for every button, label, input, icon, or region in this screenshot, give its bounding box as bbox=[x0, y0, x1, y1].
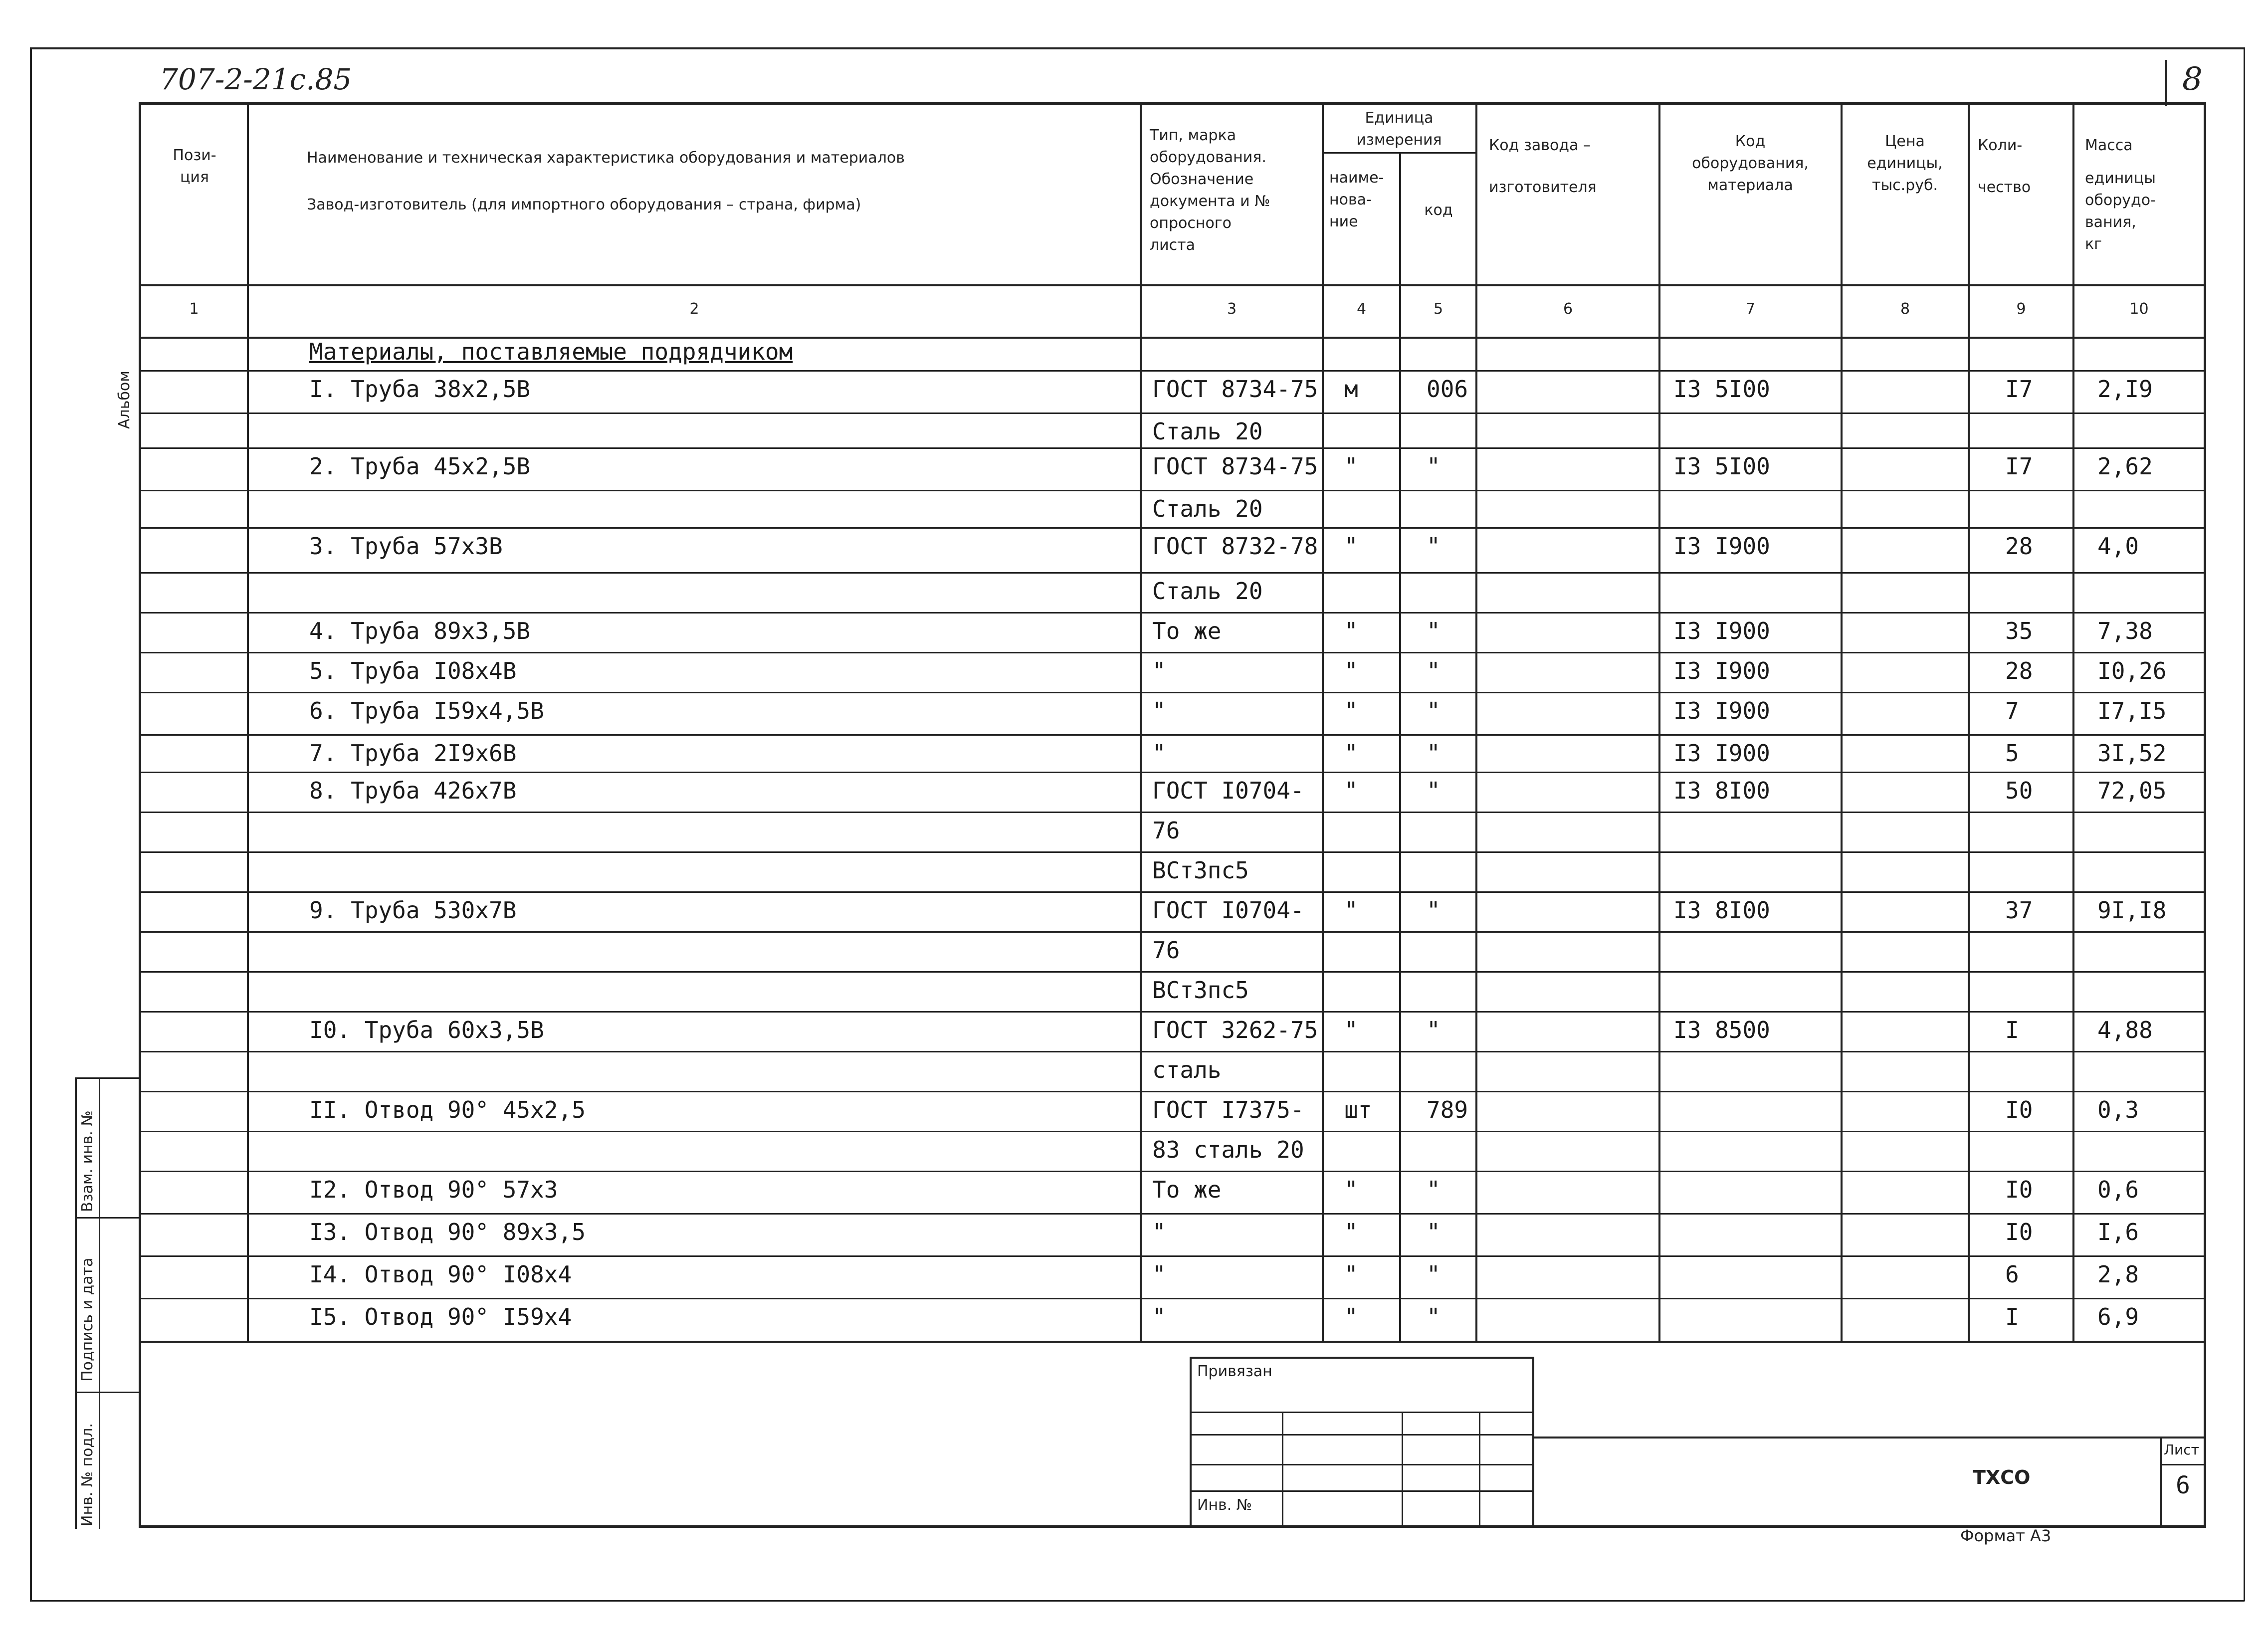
sheet-frame-left bbox=[30, 47, 32, 1601]
cell-code: 006 bbox=[1427, 376, 1468, 403]
stamp-rule-4 bbox=[1190, 1490, 1534, 1492]
cell-doc: " bbox=[1152, 1261, 1166, 1288]
row-rule bbox=[140, 1091, 2205, 1092]
row-rule bbox=[140, 412, 2205, 414]
cell-name: I. Труба 38х2,5В bbox=[309, 376, 531, 403]
cell-doc: ГОСТ 8734-75 bbox=[1152, 376, 1318, 403]
stamp-col-3 bbox=[1479, 1412, 1480, 1526]
row-rule bbox=[140, 447, 2205, 449]
side-label-sign: Подпись и дата bbox=[79, 1257, 96, 1382]
cell-doc: Сталь 20 bbox=[1152, 418, 1263, 445]
side-box-div2 bbox=[75, 1392, 140, 1393]
col-number-9: 9 bbox=[2016, 300, 2026, 318]
cell-mass: I0,26 bbox=[2097, 657, 2167, 684]
cell-unit: " bbox=[1344, 453, 1358, 480]
title-doc-mark: ТХСО bbox=[1973, 1466, 2031, 1488]
table-frame-right bbox=[2204, 102, 2206, 1528]
cell-code: " bbox=[1427, 533, 1441, 560]
side-label-album: Альбом bbox=[116, 371, 133, 429]
cell-qty: 50 bbox=[2005, 777, 2033, 804]
side-box-left bbox=[75, 1077, 77, 1529]
cell-unit: шт bbox=[1344, 1096, 1372, 1123]
cell-unit: " bbox=[1344, 897, 1358, 924]
cell-code: " bbox=[1427, 617, 1441, 644]
header-unit-code: код bbox=[1424, 202, 1453, 219]
cell-mat: I3 I900 bbox=[1673, 657, 1770, 684]
cell-doc: " bbox=[1152, 1219, 1166, 1245]
row-rule bbox=[140, 931, 2205, 933]
header-name: Наименование и техническая характеристика оборудования и материалов Завод-изготовитель (для импортного оборудования – страна, фирма) bbox=[307, 149, 905, 213]
cell-doc: сталь bbox=[1152, 1056, 1222, 1083]
row-rule bbox=[140, 1255, 2205, 1257]
cell-doc: Сталь 20 bbox=[1152, 578, 1263, 605]
row-rule bbox=[140, 490, 2205, 491]
cell-name: 5. Труба I08х4В bbox=[309, 657, 517, 684]
header-quantity: Коли- чество bbox=[1978, 137, 2031, 196]
row-rule bbox=[140, 734, 2205, 736]
cell-qty: 35 bbox=[2005, 617, 2033, 644]
row-rule bbox=[140, 772, 2205, 773]
cell-mass: I7,I5 bbox=[2097, 697, 2167, 724]
cell-doc: ГОСТ 3262-75 bbox=[1152, 1017, 1318, 1043]
stamp-col-2 bbox=[1402, 1412, 1403, 1526]
stamp-inv-label: Инв. № bbox=[1197, 1496, 1252, 1514]
cell-doc: Сталь 20 bbox=[1152, 495, 1263, 522]
side-box-mid bbox=[99, 1077, 100, 1529]
table-end-rule bbox=[140, 1341, 2205, 1343]
cell-name: 8. Труба 426х7В bbox=[309, 777, 517, 804]
row-rule bbox=[140, 1051, 2205, 1052]
section-title: Материалы, поставляемые подрядчиком bbox=[309, 338, 793, 365]
header-unit-name: наиме- нова- ние bbox=[1329, 169, 1384, 230]
cell-unit: " bbox=[1344, 1303, 1358, 1330]
stamp-rule-1 bbox=[1190, 1412, 1534, 1413]
cell-name: I4. Отвод 90° I08х4 bbox=[309, 1261, 572, 1288]
cell-name: II. Отвод 90° 45х2,5 bbox=[309, 1096, 586, 1123]
cell-doc: То же bbox=[1152, 617, 1222, 644]
row-rule bbox=[140, 1171, 2205, 1172]
sheet-number: 8 bbox=[2182, 61, 2203, 98]
cell-name: I3. Отвод 90° 89х3,5 bbox=[309, 1219, 586, 1245]
cell-doc: ВСт3пс5 bbox=[1152, 977, 1249, 1004]
row-rule bbox=[140, 1011, 2205, 1013]
cell-doc: 76 bbox=[1152, 817, 1180, 844]
col-number-7: 7 bbox=[1745, 300, 1756, 318]
stamp-rule-3 bbox=[1190, 1464, 1534, 1465]
cell-name: I5. Отвод 90° I59х4 bbox=[309, 1303, 572, 1330]
header-doc-type: Тип, марка оборудования. Обозначение документа и № опросного листа bbox=[1150, 127, 1270, 254]
sheet-frame-top bbox=[30, 47, 2245, 49]
row-rule bbox=[140, 812, 2205, 813]
row-rule bbox=[140, 971, 2205, 973]
cell-doc: 76 bbox=[1152, 937, 1180, 964]
cell-qty: I7 bbox=[2005, 376, 2033, 403]
cell-unit: м bbox=[1344, 376, 1358, 403]
cell-mat: I3 I900 bbox=[1673, 740, 1770, 767]
cell-code: " bbox=[1427, 453, 1441, 480]
side-label-replace: Взам. инв. № bbox=[79, 1110, 96, 1212]
cell-name: I2. Отвод 90° 57х3 bbox=[309, 1176, 558, 1203]
cell-mat: I3 I900 bbox=[1673, 533, 1770, 560]
cell-mass: 0,6 bbox=[2097, 1176, 2139, 1203]
cell-qty: I7 bbox=[2005, 453, 2033, 480]
cell-qty: I bbox=[2005, 1017, 2019, 1043]
cell-unit: " bbox=[1344, 777, 1358, 804]
col-line-5 bbox=[1475, 102, 1477, 1342]
cell-mass: 6,9 bbox=[2097, 1303, 2139, 1330]
title-sheet-label: Лист bbox=[2164, 1441, 2199, 1458]
stamp-right bbox=[1532, 1357, 1534, 1526]
cell-unit: " bbox=[1344, 1176, 1358, 1203]
col-line-8 bbox=[1968, 102, 1970, 1342]
cell-mass: 0,3 bbox=[2097, 1096, 2139, 1123]
col-number-2: 2 bbox=[689, 300, 699, 318]
cell-mat: I3 I900 bbox=[1673, 697, 1770, 724]
col-number-1: 1 bbox=[189, 300, 199, 318]
cell-name: 9. Труба 530х7В bbox=[309, 897, 517, 924]
cell-doc: ГОСТ I0704- bbox=[1152, 777, 1304, 804]
cell-mat: I3 8I00 bbox=[1673, 777, 1770, 804]
header-rule bbox=[140, 284, 2205, 286]
sheet-frame-bottom bbox=[30, 1600, 2245, 1602]
cell-mass: 2,62 bbox=[2097, 453, 2153, 480]
cell-qty: 5 bbox=[2005, 740, 2019, 767]
cell-code: " bbox=[1427, 777, 1441, 804]
cell-mat: I3 8500 bbox=[1673, 1017, 1770, 1043]
cell-mass: 2,8 bbox=[2097, 1261, 2139, 1288]
col-line-4 bbox=[1399, 152, 1401, 1342]
row-rule bbox=[140, 1213, 2205, 1215]
format-label: Формат А3 bbox=[1960, 1526, 2052, 1545]
cell-code: " bbox=[1427, 1017, 1441, 1043]
cell-code: " bbox=[1427, 740, 1441, 767]
row-rule bbox=[140, 891, 2205, 893]
cell-code: " bbox=[1427, 1176, 1441, 1203]
row-rule bbox=[140, 572, 2205, 574]
cell-unit: " bbox=[1344, 697, 1358, 724]
col-number-8: 8 bbox=[1900, 300, 1910, 318]
stamp-attached-label: Привязан bbox=[1197, 1363, 1272, 1380]
cell-doc: " bbox=[1152, 740, 1166, 767]
cell-mass: 9I,I8 bbox=[2097, 897, 2167, 924]
col-line-7 bbox=[1841, 102, 1843, 1342]
side-box-top bbox=[75, 1077, 140, 1079]
col-line-3 bbox=[1322, 102, 1324, 1342]
side-box-div1 bbox=[75, 1217, 140, 1219]
cell-doc: ГОСТ 8732-78 bbox=[1152, 533, 1318, 560]
cell-code: 789 bbox=[1427, 1096, 1468, 1123]
cell-unit: " bbox=[1344, 1017, 1358, 1043]
cell-mass: 72,05 bbox=[2097, 777, 2167, 804]
table-frame-top bbox=[140, 102, 2205, 105]
cell-qty: I0 bbox=[2005, 1096, 2033, 1123]
row-rule bbox=[140, 851, 2205, 853]
cell-mass: 7,38 bbox=[2097, 617, 2153, 644]
header-mass: Масса единицы оборудо- вания, кг bbox=[2085, 137, 2156, 253]
cell-doc: ГОСТ 8734-75 bbox=[1152, 453, 1318, 480]
cell-code: " bbox=[1427, 1219, 1441, 1245]
cell-unit: " bbox=[1344, 740, 1358, 767]
col-number-6: 6 bbox=[1563, 300, 1573, 318]
cell-mat: I3 5I00 bbox=[1673, 376, 1770, 403]
row-rule bbox=[140, 370, 2205, 372]
unit-subheader-rule bbox=[1322, 152, 1475, 154]
cell-unit: " bbox=[1344, 657, 1358, 684]
title-sheet-col bbox=[2160, 1437, 2162, 1526]
cell-qty: 28 bbox=[2005, 657, 2033, 684]
cell-name: 3. Труба 57х3В bbox=[309, 533, 503, 560]
cell-unit: " bbox=[1344, 617, 1358, 644]
col-line-1 bbox=[247, 102, 249, 1342]
stamp-top bbox=[1190, 1357, 1534, 1359]
cell-code: " bbox=[1427, 657, 1441, 684]
cell-qty: 6 bbox=[2005, 1261, 2019, 1288]
stamp-rule-2 bbox=[1190, 1434, 1534, 1436]
cell-doc: " bbox=[1152, 1303, 1166, 1330]
cell-code: " bbox=[1427, 1261, 1441, 1288]
cell-doc: То же bbox=[1152, 1176, 1222, 1203]
cell-mat: I3 I900 bbox=[1673, 617, 1770, 644]
cell-qty: 28 bbox=[2005, 533, 2033, 560]
sheet-frame-right bbox=[2244, 47, 2245, 1601]
cell-name: 2. Труба 45х2,5В bbox=[309, 453, 531, 480]
col-number-3: 3 bbox=[1227, 300, 1237, 318]
col-number-5: 5 bbox=[1433, 300, 1443, 318]
cell-code: " bbox=[1427, 1303, 1441, 1330]
cell-qty: 7 bbox=[2005, 697, 2019, 724]
header-unit: Единица измерения bbox=[1356, 109, 1442, 149]
cell-mass: 4,88 bbox=[2097, 1017, 2153, 1043]
cell-name: 7. Труба 2I9х6В bbox=[309, 740, 517, 767]
cell-mass: 2,I9 bbox=[2097, 376, 2153, 403]
row-rule bbox=[140, 652, 2205, 653]
row-rule bbox=[140, 527, 2205, 529]
cell-doc: ГОСТ I0704- bbox=[1152, 897, 1304, 924]
cell-mass: 3I,52 bbox=[2097, 740, 2167, 767]
sheet-number-box-left bbox=[2165, 60, 2167, 106]
col-line-6 bbox=[1658, 102, 1660, 1342]
cell-mass: I,6 bbox=[2097, 1219, 2139, 1245]
cell-mat: I3 5I00 bbox=[1673, 453, 1770, 480]
title-block-top bbox=[1532, 1437, 2206, 1438]
cell-name: 6. Труба I59х4,5В bbox=[309, 697, 544, 724]
col-number-10: 10 bbox=[2129, 300, 2149, 318]
col-line-9 bbox=[2072, 102, 2074, 1342]
stamp-col-1 bbox=[1282, 1412, 1283, 1526]
cell-doc: " bbox=[1152, 657, 1166, 684]
header-position: Пози- ция bbox=[173, 147, 216, 186]
col-number-4: 4 bbox=[1356, 300, 1367, 318]
cell-qty: I bbox=[2005, 1303, 2019, 1330]
header-plant-code: Код завода – изготовителя bbox=[1489, 137, 1597, 196]
header-price: Цена единицы, тыс.руб. bbox=[1867, 133, 1943, 194]
cell-qty: I0 bbox=[2005, 1219, 2033, 1245]
row-rule bbox=[140, 1298, 2205, 1299]
cell-unit: " bbox=[1344, 533, 1358, 560]
stamp-left bbox=[1190, 1357, 1192, 1526]
cell-mat: I3 8I00 bbox=[1673, 897, 1770, 924]
row-rule bbox=[140, 612, 2205, 614]
header-material-code: Код оборудования, материала bbox=[1692, 133, 1809, 194]
cell-doc: " bbox=[1152, 697, 1166, 724]
cell-doc: 83 сталь 20 bbox=[1152, 1136, 1304, 1163]
cell-qty: I0 bbox=[2005, 1176, 2033, 1203]
cell-qty: 37 bbox=[2005, 897, 2033, 924]
row-rule bbox=[140, 692, 2205, 693]
cell-unit: " bbox=[1344, 1219, 1358, 1245]
col-line-2 bbox=[1140, 102, 1142, 1342]
cell-mass: 4,0 bbox=[2097, 533, 2139, 560]
document-code: 707-2-21с.85 bbox=[160, 62, 352, 96]
cell-doc: ГОСТ I7375- bbox=[1152, 1096, 1304, 1123]
title-sheet-rule bbox=[2160, 1464, 2206, 1465]
cell-name: I0. Труба 60х3,5В bbox=[309, 1017, 544, 1043]
side-label-inv: Инв. № подл. bbox=[79, 1423, 96, 1526]
row-rule bbox=[140, 1131, 2205, 1132]
table-frame-bottom bbox=[139, 1525, 2206, 1528]
title-sheet-value: 6 bbox=[2176, 1471, 2190, 1499]
cell-code: " bbox=[1427, 897, 1441, 924]
cell-doc: ВСт3пс5 bbox=[1152, 857, 1249, 884]
cell-unit: " bbox=[1344, 1261, 1358, 1288]
cell-name: 4. Труба 89х3,5В bbox=[309, 617, 531, 644]
cell-code: " bbox=[1427, 697, 1441, 724]
